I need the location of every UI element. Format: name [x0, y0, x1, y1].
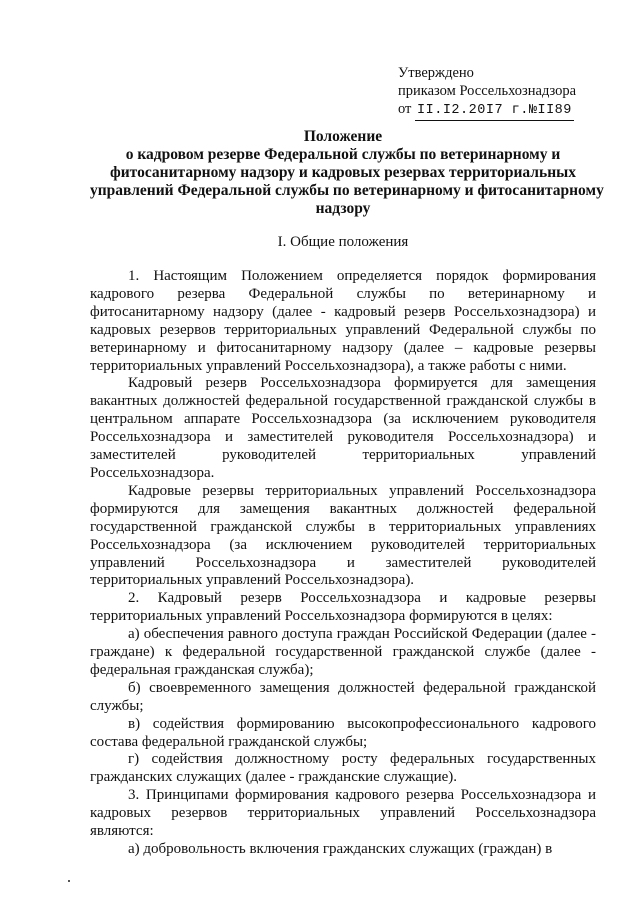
approval-number-sign: № — [528, 103, 538, 118]
title-line-2: о кадровом резерве Федеральной службы по ветеринарному и — [125, 146, 561, 163]
paragraph: г) содействия должностному росту федеральных государственных гражданских служащих (далее - гражданские служащие). — [90, 751, 596, 786]
paragraph: 2. Кадровый резерв Россельхознадзора и кадровые резервы территориальных управлений Россельхознадзора формируются в целях: — [90, 590, 596, 625]
approval-date: II.I2.20I7 г. — [417, 103, 529, 118]
title-line-4: управлений Федеральной службы по ветеринарному и фитосанитарному — [90, 182, 604, 199]
approval-order: приказом Россельхознадзора — [398, 83, 577, 99]
approval-date-line — [398, 100, 576, 121]
approval-title: Утверждено — [398, 65, 474, 81]
section-heading: I. Общие положения — [277, 234, 409, 250]
title-line-3: фитосанитарному надзору и кадровых резервах территориальных — [110, 164, 576, 181]
approval-block — [398, 64, 576, 121]
scan-speck — [68, 880, 70, 882]
paragraph: 1. Настоящим Положением определяется порядок формирования кадрового резерва Федеральной службы по ветеринарному и фитосанитарному надзору (далее - кадровый резерв Россельхознадзора) и кадровых резервов территориальных управлений Федеральной службы по ветеринарному и фитосанитарному надзору (далее – кадровые резервы территориальных управлений Россельхознадзора), а также работы с ними. — [90, 268, 596, 374]
paragraph: в) содействия формированию высокопрофессионального кадрового состава федеральной гражданской службы; — [90, 715, 596, 750]
paragraph: б) своевременного замещения должностей федеральной гражданской службы; — [90, 679, 596, 714]
approval-date-prefix: от — [398, 101, 412, 117]
paragraph: а) обеспечения равного доступа граждан Российской Федерации (далее - граждане) к федеральной государственной гражданской службе (далее - федеральная гражданская служба); — [90, 626, 596, 678]
paragraph: Кадровые резервы территориальных управлений Россельхознадзора формируются для замещения вакантных должностей федеральной государственной гражданской службы в территориальных управлениях Россельхознадзора (за исключением руководителей территориальных управлений Россельхознадзора и заместителей руководителей территориальных управлений Россельхознадзора). — [90, 482, 596, 589]
paragraph: а) добровольность включения гражданских служащих (граждан) в — [128, 841, 553, 857]
paragraph: 3. Принципами формирования кадрового резерва Россельхознадзора и кадровых резервов территориальных управлений Россельхознадзора являются: — [90, 787, 596, 840]
title-line-1: Положение — [303, 128, 383, 145]
approval-date-stamp — [415, 102, 574, 121]
title-line-5: надзору — [315, 200, 371, 217]
approval-number: II89 — [537, 103, 572, 118]
paragraph: Кадровый резерв Россельхознадзора формируется для замещения вакантных должностей федеральной государственной гражданской службы в центральном аппарате Россельхознадзора (за исключением руководителя Россельхознадзора и заместителей руководителя Россельхознадзора) и заместителей руководителей территориальных управлений Россельхознадзора. — [90, 375, 596, 481]
document-title — [90, 128, 604, 218]
document-body — [90, 268, 596, 859]
